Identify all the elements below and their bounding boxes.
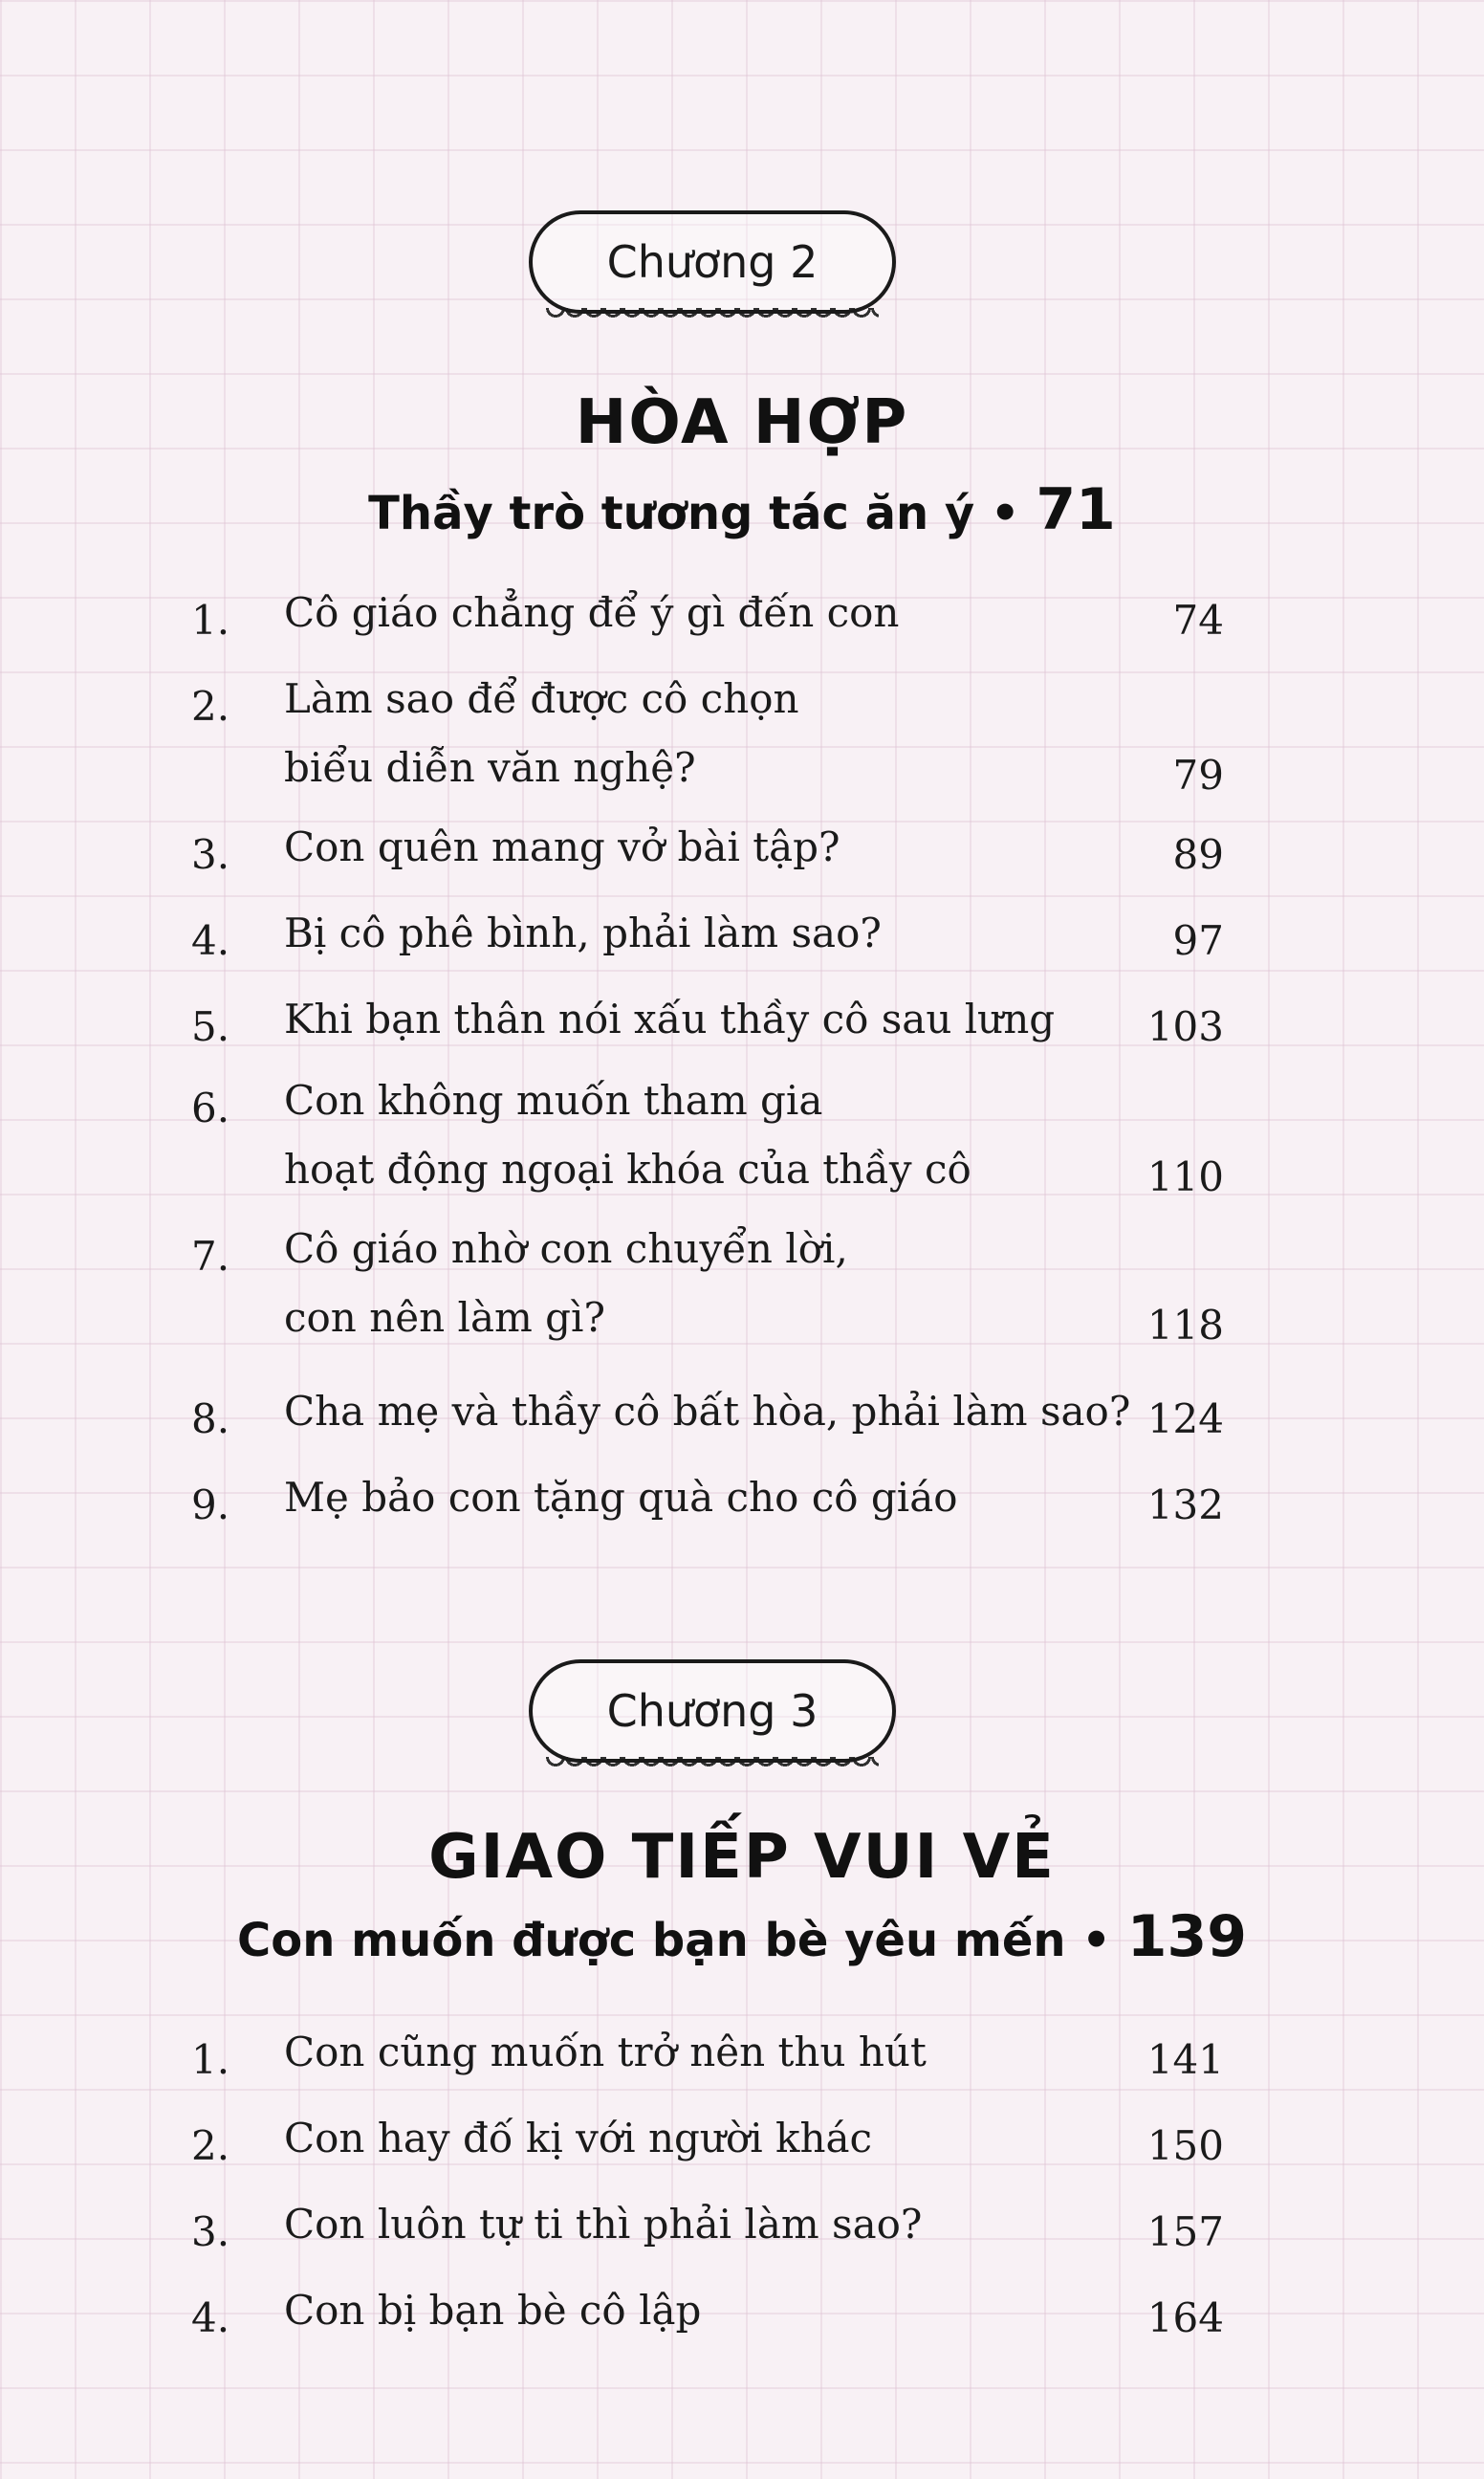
chapter-3-title: GIAO TIẾP VUI VẺ bbox=[428, 1822, 1056, 1893]
toc-entry[interactable] bbox=[191, 2276, 1224, 2345]
toc-entry-number: 8. bbox=[191, 1395, 230, 1442]
chapter-2-start-page: 71 bbox=[1036, 476, 1116, 543]
toc-entry[interactable] bbox=[191, 1377, 1224, 1446]
toc-entry-title bbox=[284, 2276, 1125, 2345]
toc-entry-title bbox=[284, 579, 1125, 647]
toc-entry-title bbox=[284, 2018, 1125, 2087]
toc-entry-title-line: Con quên mang vở bài tập? bbox=[284, 823, 840, 870]
toc-entry-title-line: Làm sao để được cô chọn bbox=[284, 675, 799, 722]
chapter-2-separator: • bbox=[990, 487, 1020, 540]
toc-entry-title bbox=[284, 2104, 1125, 2173]
toc-entry-title-line: Con không muốn tham gia bbox=[284, 1077, 823, 1124]
chapter-2-label: Chương 2 bbox=[606, 236, 818, 288]
toc-entry[interactable] bbox=[191, 579, 1224, 647]
toc-entry-title bbox=[284, 985, 1125, 1054]
chapter-3-subtitle bbox=[0, 1903, 1484, 1970]
chapter-2-badge bbox=[529, 210, 896, 314]
toc-entry[interactable] bbox=[191, 2190, 1224, 2259]
toc-entry-title-line: Mẹ bảo con tặng quà cho cô giáo bbox=[284, 1474, 958, 1521]
chapter-3-subtitle-text: Con muốn được bạn bè yêu mến bbox=[237, 1914, 1066, 1967]
toc-entry-title bbox=[284, 899, 1125, 968]
toc-entry-number: 5. bbox=[191, 1003, 230, 1050]
toc-entry[interactable] bbox=[191, 665, 1224, 802]
toc-entry-title-line: Con cũng muốn trở nên thu hút bbox=[284, 2029, 927, 2075]
toc-entry-page: 132 bbox=[1146, 1481, 1224, 1528]
toc-entry-title-line: biểu diễn văn nghệ? bbox=[284, 744, 696, 791]
toc-entry-title-line: con nên làm gì? bbox=[284, 1294, 605, 1341]
toc-entry-number: 1. bbox=[191, 2036, 230, 2083]
toc-entry-title bbox=[284, 2190, 1125, 2259]
toc-entry-title bbox=[284, 1215, 1125, 1352]
toc-entry-page: 164 bbox=[1146, 2294, 1224, 2341]
toc-entry-title-line: Cô giáo chẳng để ý gì đến con bbox=[284, 589, 900, 636]
toc-entry-page: 150 bbox=[1146, 2122, 1224, 2169]
toc-entry-page: 118 bbox=[1146, 1302, 1224, 1349]
toc-entry-number: 1. bbox=[191, 597, 230, 644]
toc-entry-number: 4. bbox=[191, 2294, 230, 2341]
toc-entry-number: 9. bbox=[191, 1481, 230, 1528]
chapter-2-subtitle bbox=[0, 476, 1484, 543]
toc-entry-title-line: Khi bạn thân nói xấu thầy cô sau lưng bbox=[284, 996, 1056, 1042]
toc-entry-title-line: Con hay đố kị với người khác bbox=[284, 2115, 873, 2161]
chapter-2-subtitle-text: Thầy trò tương tác ăn ý bbox=[368, 487, 975, 540]
toc-entry-page: 157 bbox=[1146, 2208, 1224, 2255]
toc-entry-page: 89 bbox=[1172, 831, 1224, 878]
toc-entry[interactable] bbox=[191, 813, 1224, 882]
toc-entry[interactable] bbox=[191, 1463, 1224, 1532]
toc-entry-title bbox=[284, 1377, 1131, 1446]
chapter-3-label: Chương 3 bbox=[606, 1685, 818, 1737]
toc-entry-title-line: Con luôn tự ti thì phải làm sao? bbox=[284, 2201, 923, 2248]
toc-entry-title-line: Cha mẹ và thầy cô bất hòa, phải làm sao? bbox=[284, 1388, 1131, 1435]
toc-entry-number: 3. bbox=[191, 831, 230, 878]
toc-entry-title-line: hoạt động ngoại khóa của thầy cô bbox=[284, 1146, 971, 1193]
toc-entry[interactable] bbox=[191, 2104, 1224, 2173]
toc-entry-title-line: Bị cô phê bình, phải làm sao? bbox=[284, 910, 882, 956]
toc-entry-number: 7. bbox=[191, 1233, 230, 1280]
toc-entry-number: 2. bbox=[191, 683, 230, 730]
toc-entry-number: 6. bbox=[191, 1085, 230, 1131]
toc-entry-page: 110 bbox=[1146, 1153, 1224, 1200]
toc-entry-number: 3. bbox=[191, 2208, 230, 2255]
toc-entry[interactable] bbox=[191, 1215, 1224, 1352]
toc-entry-title bbox=[284, 665, 1125, 802]
toc-entry[interactable] bbox=[191, 2018, 1224, 2087]
chapter-3-badge bbox=[529, 1659, 896, 1763]
toc-entry-title bbox=[284, 1463, 1125, 1532]
toc-entry-title bbox=[284, 1066, 1125, 1204]
toc-entry[interactable] bbox=[191, 1066, 1224, 1204]
toc-entry-number: 2. bbox=[191, 2122, 230, 2169]
toc-entry-page: 103 bbox=[1146, 1003, 1224, 1050]
toc-entry-page: 74 bbox=[1172, 597, 1224, 644]
chapter-3-start-page: 139 bbox=[1126, 1903, 1247, 1970]
toc-entry[interactable] bbox=[191, 985, 1224, 1054]
chapter-2-title: HÒA HỢP bbox=[575, 387, 909, 458]
toc-entry-page: 97 bbox=[1172, 917, 1224, 964]
toc-entry-number: 4. bbox=[191, 917, 230, 964]
toc-entry-title-line: Cô giáo nhờ con chuyển lời, bbox=[284, 1225, 848, 1272]
toc-entry-title-line: Con bị bạn bè cô lập bbox=[284, 2287, 702, 2334]
toc-entry-page: 124 bbox=[1146, 1395, 1224, 1442]
toc-entry-title bbox=[284, 813, 1125, 882]
toc-entry-page: 79 bbox=[1172, 752, 1224, 799]
chapter-3-separator: • bbox=[1081, 1914, 1111, 1967]
toc-entry-page: 141 bbox=[1146, 2036, 1224, 2083]
toc-entry[interactable] bbox=[191, 899, 1224, 968]
